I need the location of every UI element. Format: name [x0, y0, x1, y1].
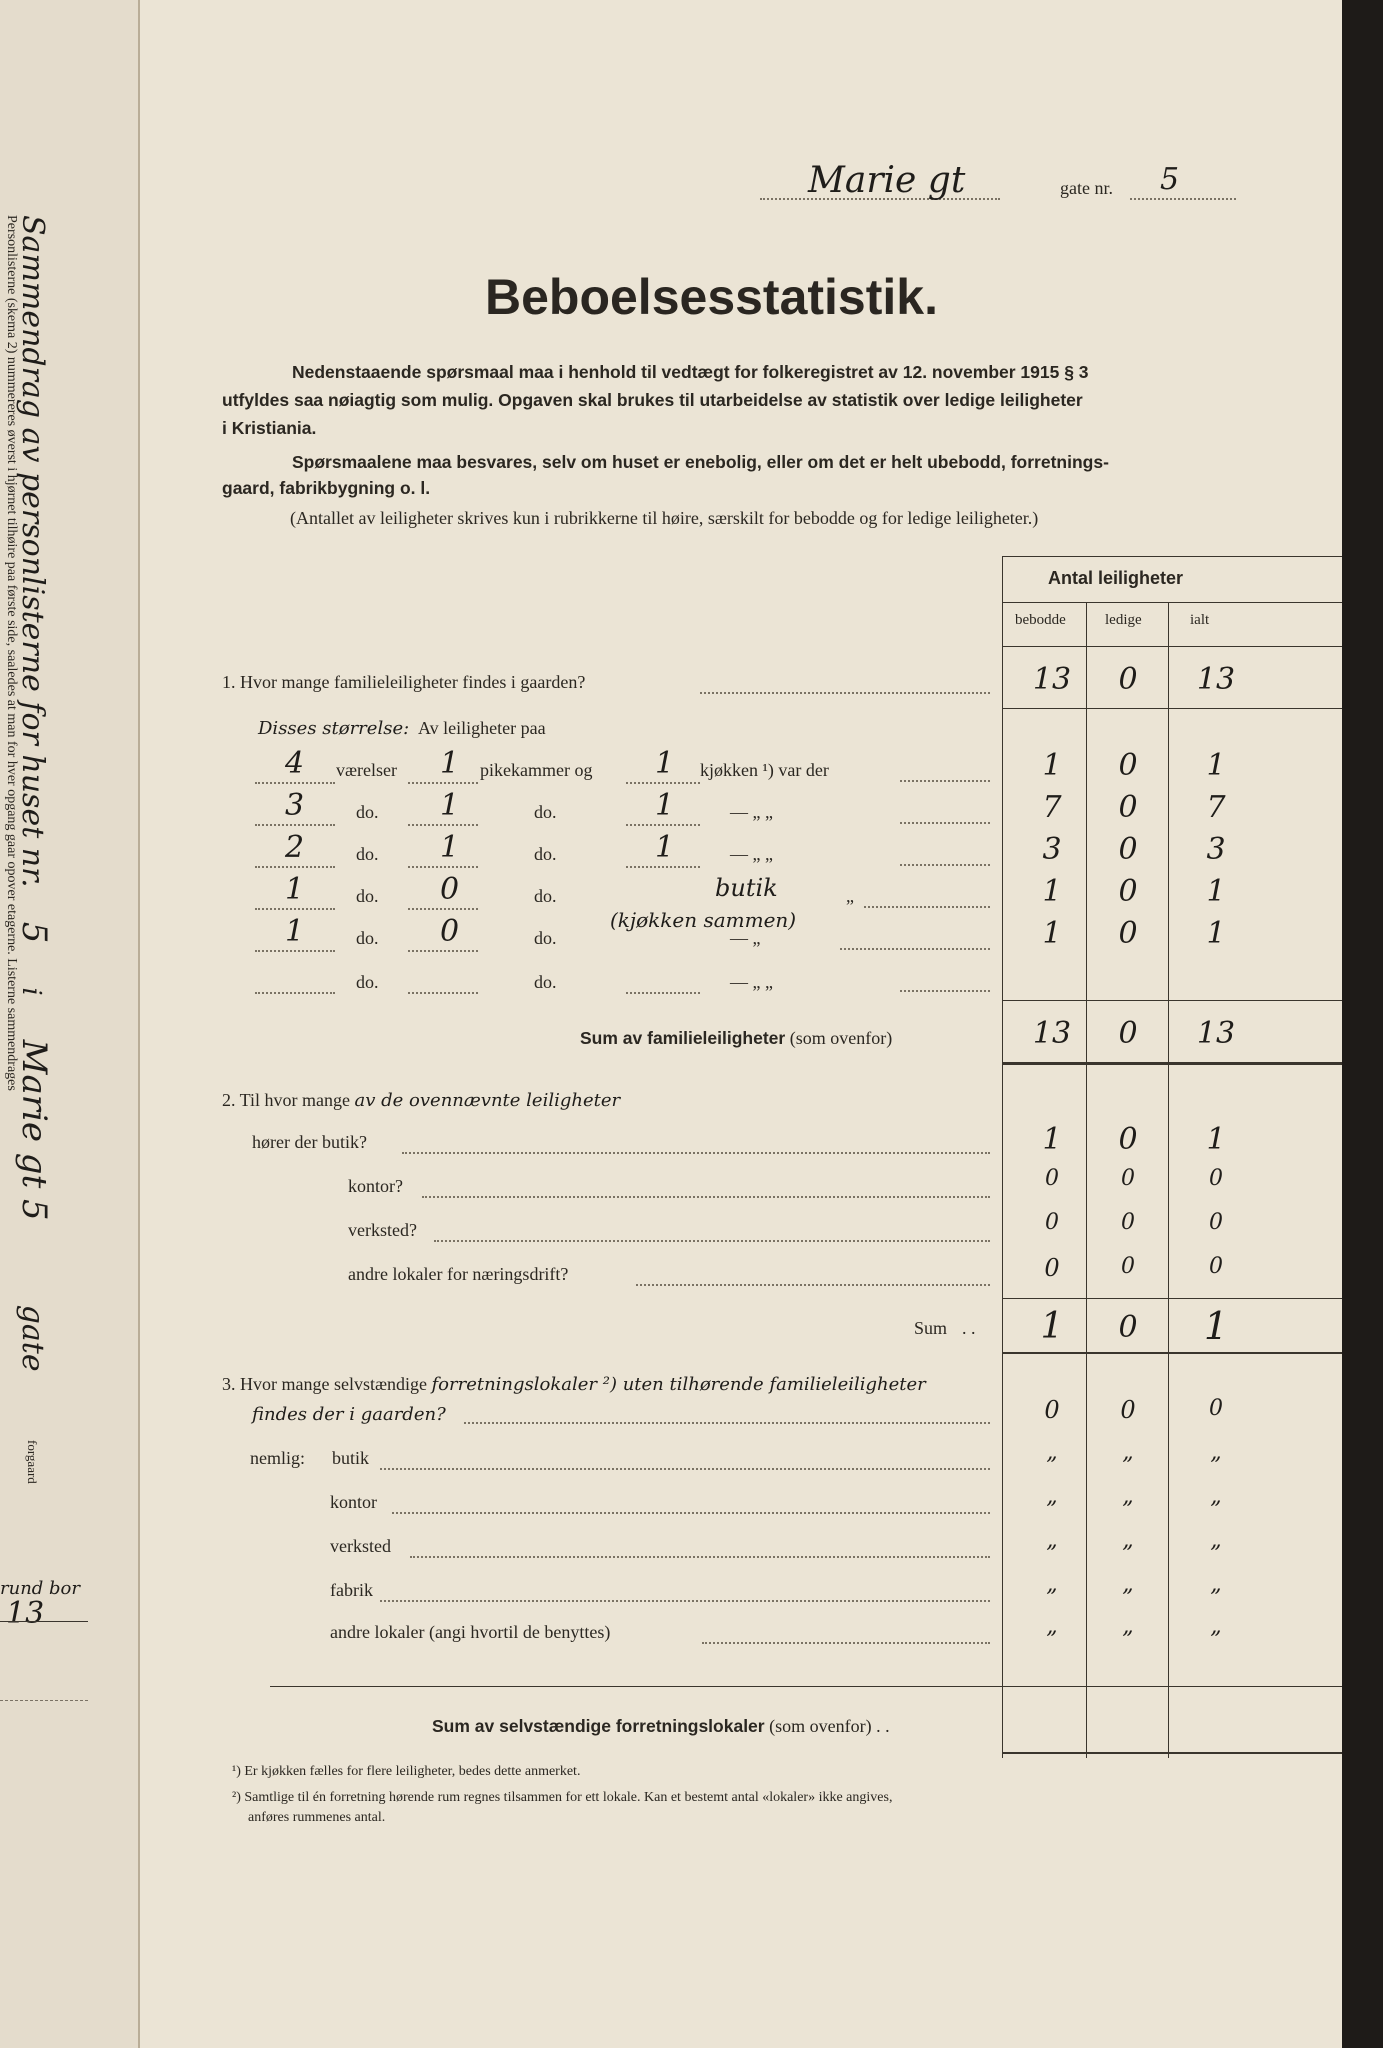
- q1-row-5-val-ialt: 1: [1206, 916, 1226, 951]
- footnote-1: ¹) Er kjøkken fælles for flere leiligheter, bedes dette anmerket.: [232, 1764, 581, 1779]
- table-header-title: Antal leiligheter: [1048, 568, 1184, 588]
- q3-row-1-label: butik: [332, 1448, 370, 1468]
- table-col-ledige: ledige: [1105, 612, 1142, 628]
- q2-row-3-val-ialt: 0: [1209, 1210, 1223, 1235]
- q1-row-2-pike: 1: [440, 788, 460, 823]
- q3-sum-label: [432, 1716, 890, 1737]
- q1-row-5-kjokken-label: — „: [730, 928, 761, 948]
- q2-row-4-val-bebodde: 0: [1044, 1254, 1060, 1282]
- q1-row-1-val-bebodde: 1: [1042, 748, 1062, 783]
- table-col-divider-2: [1168, 602, 1169, 1758]
- q1-row-4-val-ialt: 1: [1206, 874, 1226, 909]
- left-vertical-text: [14, 215, 54, 1372]
- q3-sum-label-text: Sum av selvstændige forretningslokaler: [432, 1716, 765, 1736]
- q1-row-6-pike-label: do.: [534, 972, 557, 992]
- intro-line-4: Spørsmaalene maa besvares, selv om huset er enebolig, eller om det er helt ubebodd, forretnings-: [292, 452, 1109, 472]
- q1-row-1-rooms: 4: [285, 746, 305, 781]
- q1-sum-label: [580, 1028, 892, 1049]
- q1-row-3-pike-label: do.: [534, 844, 557, 864]
- q1-row-5-val-ledige: 0: [1118, 916, 1138, 951]
- q2-text: [222, 1090, 620, 1111]
- q2-row-2-val-ialt: 0: [1209, 1166, 1223, 1191]
- q1-row-3-kjokken: 1: [655, 830, 675, 865]
- q1-row-4-kjokken: butik: [715, 874, 778, 902]
- q1-val-ledige: 0: [1118, 662, 1138, 697]
- q2-sum-label: Sum: [914, 1318, 948, 1338]
- q1-row-2-val-ledige: 0: [1118, 790, 1138, 825]
- q1-row-5-pike-line: [408, 950, 478, 952]
- q3-sum-suffix: (som ovenfor): [769, 1716, 872, 1736]
- table-line-rows-end: [1002, 1000, 1383, 1001]
- left-vertical-title: Sammendrag av personlisterne for huset nr.: [15, 215, 50, 888]
- q1-row-2-rooms-line: [255, 824, 335, 826]
- left-grund-value: 13: [6, 1596, 45, 1631]
- q2-row-4-label: andre lokaler for næringsdrift?: [348, 1264, 569, 1284]
- left-house-no: 5: [14, 921, 54, 944]
- q1-row-5-pike-label: do.: [534, 928, 557, 948]
- q1-row-6-kjokken-label: — „ „: [730, 972, 773, 992]
- q1-row-6-kjokken-line: [626, 992, 700, 994]
- q2-sum-ialt: 1: [1203, 1304, 1229, 1348]
- q2-text-content: 2. Til hvor mange: [222, 1090, 351, 1110]
- q1-row-6-rooms-label: do.: [356, 972, 379, 992]
- table-col-ialt: ialt: [1190, 612, 1210, 628]
- page-title: Beboelsesstatistik.: [485, 269, 938, 325]
- q3-row-2-label: kontor: [330, 1492, 377, 1512]
- q1-row-2-kjokken-line: [626, 824, 700, 826]
- q2-text-italic: av de ovennævnte leiligheter: [354, 1090, 621, 1111]
- table-subheader-line: [1002, 646, 1383, 647]
- table-line-sum3: [1002, 1752, 1383, 1754]
- q1-row-3-kjokken-line: [626, 866, 700, 868]
- left-forgaard: [24, 1440, 40, 1484]
- table-col-divider-1: [1086, 602, 1087, 1758]
- q3-row-3-val-ledige: „: [1122, 1528, 1134, 1553]
- q2-row-3-label: verksted?: [348, 1220, 417, 1240]
- gate-nr-label: gate nr.: [1060, 178, 1113, 198]
- left-street-prefix: i: [16, 987, 46, 996]
- q1-row-4-val-bebodde: 1: [1042, 874, 1062, 909]
- q1-row-3-pike-line: [408, 866, 478, 868]
- q1-row-5-pike: 0: [440, 914, 460, 949]
- table-col-bebodde: bebodde: [1015, 612, 1066, 628]
- q1-sum-ledige: 0: [1118, 1016, 1138, 1051]
- table-line-q1: [1002, 708, 1383, 709]
- q2-row-2-dots: [422, 1196, 990, 1198]
- q3-row-4-dots: [380, 1600, 990, 1602]
- q2-sum-bebodde: 1: [1040, 1306, 1064, 1347]
- q1-row-1-rooms-line: [255, 782, 335, 784]
- q2-sum-dots: . .: [962, 1318, 976, 1338]
- q1-row-2-dots: [900, 822, 990, 824]
- q1-row-4-rooms-line: [255, 908, 335, 910]
- q1-row-2-kjokken: 1: [655, 788, 675, 823]
- q2-sum-ledige: 0: [1118, 1310, 1138, 1345]
- q2-row-2-label: kontor?: [348, 1176, 403, 1196]
- q1-row-1-val-ialt: 1: [1206, 748, 1226, 783]
- q2-row-1-val-bebodde: 1: [1042, 1122, 1062, 1157]
- q2-row-4-dots: [636, 1284, 990, 1286]
- table-header-line: [1002, 602, 1383, 603]
- q1-row-4-pike-label: do.: [534, 886, 557, 906]
- q2-row-1-dots: [402, 1152, 990, 1154]
- q2-row-3-val-bebodde: 0: [1045, 1210, 1059, 1235]
- q1-row-3-val-ialt: 3: [1206, 832, 1226, 867]
- q1-row-2-rooms-label: do.: [356, 802, 379, 822]
- q1-sum-bebodde: 13: [1032, 1016, 1072, 1051]
- intro-line-3: i Kristiania.: [222, 418, 317, 438]
- q3-row-4-val-ledige: „: [1122, 1572, 1134, 1597]
- q3-row-1-val-ledige: „: [1122, 1440, 1134, 1465]
- q1-row-2-val-bebodde: 7: [1042, 790, 1062, 825]
- q1-row-5-val-bebodde: 1: [1042, 916, 1062, 951]
- q3-text: [222, 1374, 926, 1395]
- left-vertical-note: [0, 215, 19, 1091]
- q1-row-3-rooms: 2: [285, 830, 305, 865]
- q1-row-3-kjokken-label: — „ „: [730, 844, 773, 864]
- left-note-text: Personlisterne (skema 2) nummereres øverst i hjørnet tilhøire paa første side, saaledes at man for hver opgang gaar opover etagerne. Listerne sammendrages: [4, 215, 19, 1091]
- q1-row-6-dots: [900, 990, 990, 992]
- q3-row-5-val-bebodde: „: [1046, 1614, 1058, 1639]
- q1-row-2-kjokken-label: — „ „: [730, 802, 773, 822]
- gate-nr-value: 5: [1160, 162, 1180, 197]
- q1-row-1-pike-line: [408, 782, 478, 784]
- q2-row-3-val-ledige: 0: [1121, 1210, 1135, 1235]
- q3-row-2-val-ledige: „: [1122, 1484, 1134, 1509]
- q1-row-4-kjokken-label: „: [846, 886, 854, 906]
- q1-row-5-rooms: 1: [285, 914, 305, 949]
- q3-nemlig: nemlig:: [250, 1448, 305, 1468]
- q1-row-3-val-bebodde: 3: [1042, 832, 1062, 867]
- q1-row-2-rooms: 3: [285, 788, 305, 823]
- q2-row-2-val-bebodde: 0: [1045, 1166, 1059, 1191]
- q3-row-2-val-bebodde: „: [1046, 1484, 1058, 1509]
- table-left-border: [1002, 556, 1003, 1758]
- q3-row-5-val-ledige: „: [1122, 1614, 1134, 1639]
- q1-row-2-pike-label: do.: [534, 802, 557, 822]
- q3-row-4-label: fabrik: [330, 1580, 373, 1600]
- q3-row-1-dots: [380, 1468, 990, 1470]
- q1-row-2-pike-line: [408, 824, 478, 826]
- left-dashed-line: [0, 1700, 88, 1701]
- footnote-3: anføres rummenes antal.: [248, 1810, 386, 1825]
- q3-row-2-val-ialt: „: [1210, 1484, 1222, 1509]
- left-page-fragment: [0, 0, 140, 2048]
- q2-row-3-dots: [434, 1240, 990, 1242]
- q1-size-label2: Av leiligheter paa: [418, 718, 546, 738]
- q3-row-2-dots: [392, 1512, 990, 1514]
- intro-line-6: (Antallet av leiligheter skrives kun i rubrikkerne til høire, særskilt for bebodde og for ledige leiligheter.): [290, 508, 1039, 528]
- q3-val-ledige: 0: [1120, 1396, 1136, 1424]
- q3-row-1-val-bebodde: „: [1046, 1440, 1058, 1465]
- q3-row-3-val-ialt: „: [1210, 1528, 1222, 1553]
- left-forgaard-text: forgaard: [25, 1440, 40, 1484]
- q3-row-3-dots: [410, 1556, 990, 1558]
- q1-row-4-dots: [864, 906, 990, 908]
- q1-row-1-kjokken-label: kjøkken ¹) var der: [700, 760, 829, 780]
- q1-row-1-val-ledige: 0: [1118, 748, 1138, 783]
- q3-row-5-val-ialt: „: [1210, 1614, 1222, 1639]
- q1-row-1-pike: 1: [440, 746, 460, 781]
- q3-row-3-label: verksted: [330, 1536, 391, 1556]
- left-grund-bor: rund bor: [0, 1578, 80, 1599]
- q1-size-label: Disses størrelse:: [258, 718, 410, 739]
- q1-row-4-pike-line: [408, 908, 478, 910]
- q1-row-4-rooms-label: do.: [356, 886, 379, 906]
- q1-row-4-rooms: 1: [285, 872, 305, 907]
- q2-row-4-val-ledige: 0: [1121, 1254, 1135, 1279]
- q1-row-1-kjokken: 1: [655, 746, 675, 781]
- q3-text-italic: forretningslokaler ²) uten tilhørende familieleiligheter: [431, 1374, 926, 1395]
- q1-sum-label-text: Sum av familieleiligheter: [580, 1028, 786, 1048]
- q3-row-5-label: andre lokaler (angi hvortil de benyttes): [330, 1622, 611, 1642]
- q1-row-3-pike: 1: [440, 830, 460, 865]
- q3-row-5-dots: [702, 1642, 990, 1644]
- q3-row-3-val-bebodde: „: [1046, 1528, 1058, 1553]
- q1-row-5-rooms-label: do.: [356, 928, 379, 948]
- q1-row-1-rooms-label: værelser: [336, 760, 397, 780]
- left-gate-word: gate: [15, 1304, 50, 1372]
- q3-val-ialt: 0: [1209, 1396, 1223, 1421]
- q2-row-1-val-ledige: 0: [1118, 1122, 1138, 1157]
- q3-text2: findes der i gaarden?: [252, 1404, 446, 1425]
- q1-row-6-rooms-line: [255, 992, 335, 994]
- left-grund-line: [0, 1621, 88, 1622]
- q1-row-2-val-ialt: 7: [1206, 790, 1226, 825]
- q3-row-4-val-bebodde: „: [1046, 1572, 1058, 1597]
- street-handwritten: Marie gt: [808, 160, 966, 201]
- gate-nr-line: [1130, 198, 1236, 200]
- q1-row-3-dots: [900, 864, 990, 866]
- q1-row-5-dots: [840, 948, 990, 950]
- q1-val-ialt: 13: [1196, 662, 1236, 697]
- q3-dots: [464, 1422, 990, 1424]
- q3-row-1-val-ialt: „: [1210, 1440, 1222, 1465]
- table-top-line: [1002, 556, 1383, 557]
- q1-val-bebodde: 13: [1032, 662, 1072, 697]
- table-line-sum2: [1002, 1352, 1383, 1354]
- q2-row-1-label: hører der butik?: [252, 1132, 367, 1152]
- q1-row-4-pike: 0: [440, 872, 460, 907]
- q1-row-4-val-ledige: 0: [1118, 874, 1138, 909]
- q1-sum-suffix: (som ovenfor): [789, 1028, 893, 1048]
- q1-row-1-dots: [900, 780, 990, 782]
- q2-row-2-val-ledige: 0: [1121, 1166, 1135, 1191]
- q3-row-4-val-ialt: „: [1210, 1572, 1222, 1597]
- q1-row-5-kjokken: (kjøkken sammen): [610, 908, 797, 932]
- q3-val-bebodde: 0: [1044, 1396, 1060, 1424]
- q1-sum-ialt: 13: [1196, 1016, 1236, 1051]
- intro-line-5: gaard, fabrikbygning o. l.: [222, 478, 431, 498]
- q2-row-4-val-ialt: 0: [1209, 1254, 1223, 1279]
- table-line-q3-end: [270, 1686, 1383, 1687]
- q1-row-3-rooms-line: [255, 866, 335, 868]
- q1-row-1-kjokken-line: [626, 782, 700, 784]
- q1-row-1-pike-label: pikekammer og: [480, 760, 593, 780]
- q1-row-5-rooms-line: [255, 950, 335, 952]
- table-line-q2-end: [1002, 1298, 1383, 1299]
- q3-text-content: 3. Hvor mange selvstændige: [222, 1374, 427, 1394]
- footnote-2: ²) Samtlige til én forretning hørende rum regnes tilsammen for ett lokale. Kan et bestemt antal «lokaler» ikke angives,: [232, 1790, 893, 1805]
- q3-sum-dots: . .: [876, 1716, 890, 1736]
- q1-row-3-val-ledige: 0: [1118, 832, 1138, 867]
- table-line-sum1: [1002, 1062, 1383, 1065]
- q1-row-6-pike-line: [408, 992, 478, 994]
- q1-dots: [700, 692, 990, 694]
- intro-line-2: utfyldes saa nøiagtig som mulig. Opgaven skal brukes til utarbeidelse av statistik over ledige leiligheter: [222, 390, 1083, 410]
- form-page: [140, 0, 1342, 2048]
- q2-row-1-val-ialt: 1: [1206, 1122, 1226, 1157]
- intro-line-1: Nedenstaaende spørsmaal maa i henhold til vedtægt for folkeregistret av 12. november 1915 § 3: [292, 362, 1089, 382]
- left-street-name: Marie gt 5: [14, 1039, 54, 1221]
- q1-text: [222, 672, 585, 693]
- book-edge: [1342, 0, 1383, 2048]
- q1-row-3-rooms-label: do.: [356, 844, 379, 864]
- q1-text-content: 1. Hvor mange familieleiligheter findes i gaarden?: [222, 672, 586, 692]
